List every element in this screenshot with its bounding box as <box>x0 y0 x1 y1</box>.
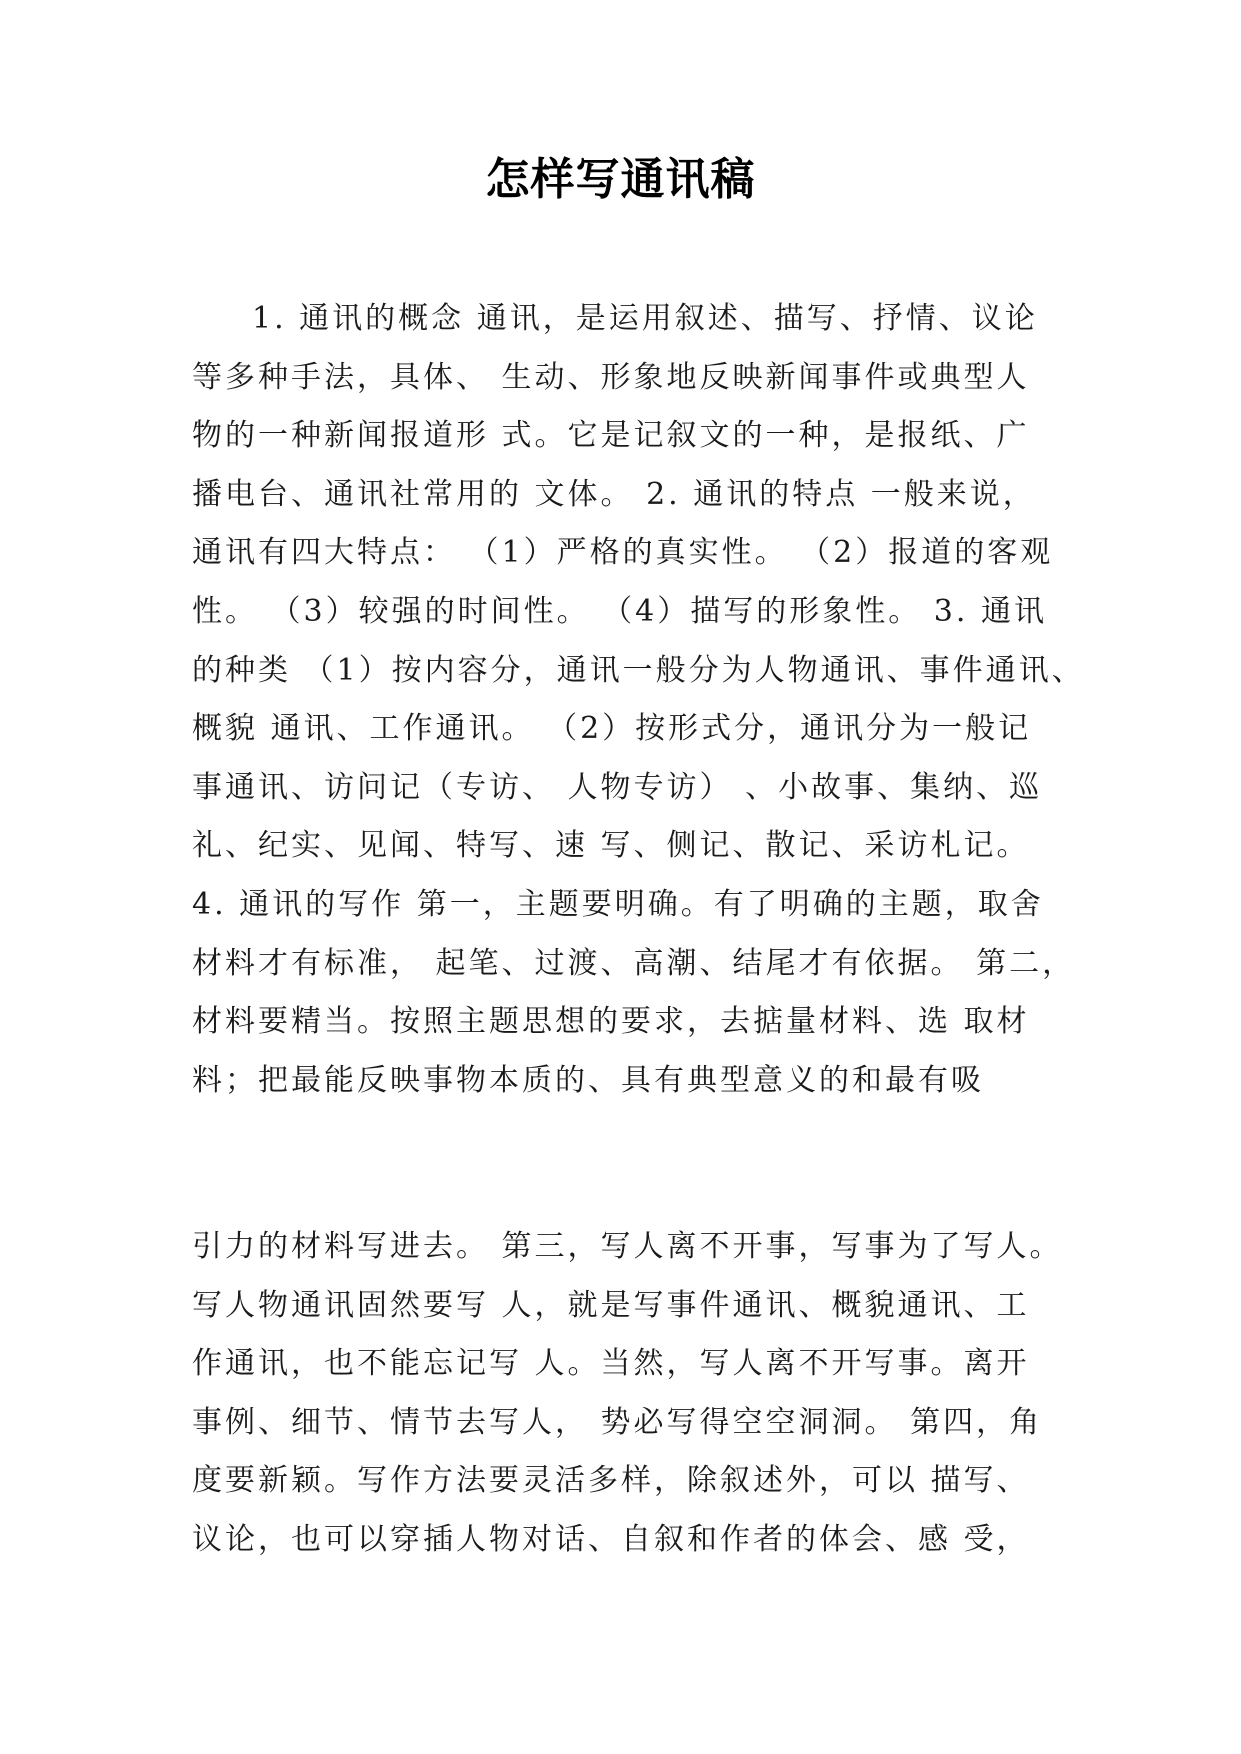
text-line: 的种类 （1）按内容分，通讯一般分为人物通讯、事件通讯、 <box>192 652 1085 688</box>
text-line: 度要新颖。写作方法要灵活多样，除叙述外，可以 描写、 <box>192 1463 1030 1499</box>
text-line: 1. 通讯的概念 通讯，是运用叙述、描写、抒情、议论 <box>252 301 1038 336</box>
text-line: 物的一种新闻报道形 式。它是记叙文的一种，是报纸、广 <box>192 418 1030 454</box>
document-title: 怎样写通讯稿 <box>485 154 756 205</box>
text-line: 播电台、通讯社常用的 文体。 2. 通讯的特点 一般来说， <box>192 476 1036 512</box>
text-line: 通讯有四大特点： （1）严格的真实性。 （2）报道的客观 <box>192 535 1054 571</box>
text-line: 事例、细节、情节去写人， 势必写得空空洞洞。 第四，角 <box>192 1404 1043 1440</box>
text-line: 事通讯、访问记（专访、 人物专访） 、小故事、集纳、巡 <box>192 769 1043 805</box>
text-line: 议论，也可以穿插人物对话、自叙和作者的体会、感 受， <box>192 1521 1030 1557</box>
text-line: 4. 通讯的写作 第一，主题要明确。有了明确的主题，取舍 <box>192 886 1044 922</box>
text-line: 性。 （3）较强的时间性。 （4）描写的形象性。 3. 通讯 <box>192 593 1047 629</box>
text-line: 概貌 通讯、工作通讯。 （2）按形式分，通讯分为一般记 <box>192 711 1032 747</box>
text-line: 作通讯，也不能忘记写 人。当然，写人离不开写事。离开 <box>192 1346 1030 1382</box>
text-line: 引力的材料写进去。 第三，写人离不开事，写事为了写人。 <box>192 1229 1063 1264</box>
text-line: 等多种手法，具体、 生动、形象地反映新闻事件或典型人 <box>192 359 1030 395</box>
text-line: 材料才有标准， 起笔、过渡、高潮、结尾才有依据。 第二， <box>192 945 1076 981</box>
body-text-block-2 <box>192 1218 1092 1570</box>
text-line: 材料要精当。按照主题思想的要求，去掂量材料、选 取材 <box>192 1004 1030 1040</box>
text-line: 写人物通讯固然要写 人，就是写事件通讯、概貌通讯、工 <box>192 1287 1030 1323</box>
text-line: 礼、纪实、见闻、特写、速 写、侧记、散记、采访札记。 <box>192 828 1030 864</box>
text-line: 料；把最能反映事物本质的、具有典型意义的和最有吸 <box>192 1062 984 1098</box>
body-text-block-1 <box>192 290 1092 1110</box>
